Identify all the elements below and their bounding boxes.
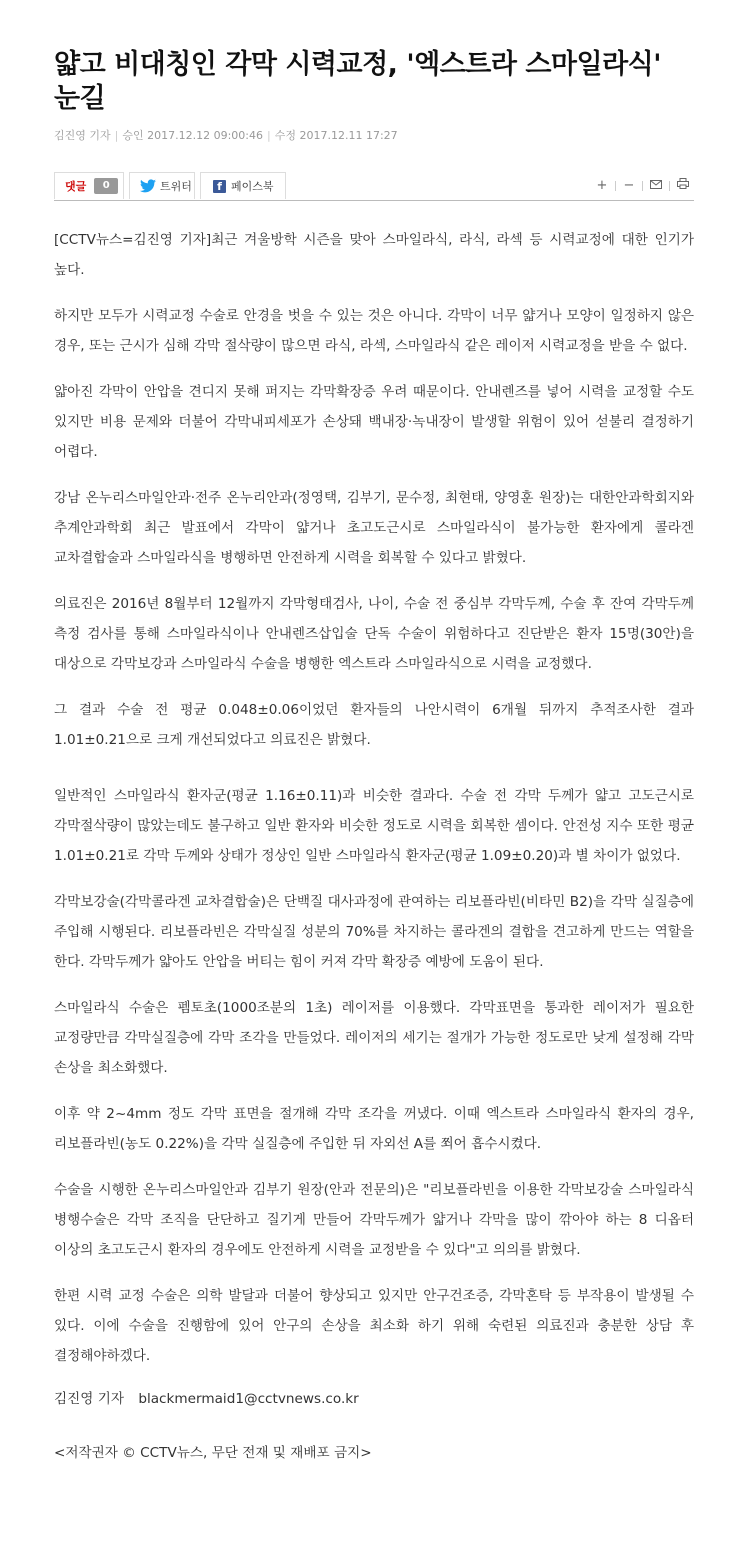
twitter-icon — [140, 179, 156, 193]
paragraph: 일반적인 스마일라식 환자군(평균 1.16±0.11)과 비슷한 결과다. 수술 전 각막 두께가 얇고 고도근시로 각막절삭량이 많았는데도 불구하고 일반 환자와 비슷한 정도로 시력을 회복한 셈이다. 안전성 지수 또한 평균 1.01±0.21로 각막 두께와 상태가 정상인 일반 스마일라식 환자군(평균 1.09±0.20)과 별 차이가 없었다. — [54, 788, 694, 864]
twitter-label: 트위터 — [160, 180, 192, 193]
twitter-share-button[interactable] — [129, 172, 195, 199]
facebook-label: 페이스북 — [231, 180, 274, 193]
paragraph: 강남 온누리스마일안과·전주 온누리안과(정영택, 김부기, 문수정, 최현태, 양영훈 원장)는 대한안과학회지와 추계안과학회 최근 발표에서 각막이 얇거나 초고도근시로 스마일라식이 불가능한 환자에게 콜라겐 교차결합술과 스마일라식을 병행하면 안전하게 시력을 회복할 수 있다고 밝혔다. — [54, 490, 694, 566]
author: 김진영 기자 — [54, 129, 111, 142]
paragraph: 이후 약 2~4mm 정도 각막 표면을 절개해 각막 조각을 꺼냈다. 이때 엑스트라 스마일라식 환자의 경우, 리보플라빈(농도 0.22%)을 각막 실질층에 주입한 뒤 자외선 A를 쬐어 흡수시켰다. — [54, 1106, 694, 1152]
byline-email[interactable]: blackmermaid1@cctvnews.co.kr — [138, 1391, 359, 1407]
zoom-out-button[interactable]: − — [623, 178, 635, 193]
paragraph: 각막보강술(각막콜라겐 교차결합술)은 단백질 대사과정에 관여하는 리보플라빈(비타민 B2)을 각막 실질층에 주입해 시행된다. 리보플라빈은 각막실질 성분의 70%를 차지하는 콜라겐의 결합을 견고하게 만드는 역할을 한다. 각막두께가 얇아도 안압을 버티는 힘이 커져 각막 확장증 예방에 도움이 된다. — [54, 894, 694, 970]
paragraph: 그 결과 수술 전 평균 0.048±0.06이었던 환자들의 나안시력이 6개월 뒤까지 추적조사한 결과 1.01±0.21으로 크게 개선되었다고 의료진은 밝혔다. — [54, 702, 694, 748]
byline — [54, 1387, 694, 1411]
paragraph: 수술을 시행한 온누리스마일안과 김부기 원장(안과 전문의)은 "리보플라빈을 이용한 각막보강술 스마일라식 병행수술은 각막 조직을 단단하고 질기게 만들어 각막두께가 얇거나 각막을 많이 깎아야 하는 8 디옵터 이상의 초고도근시 환자의 경우에도 안전하게 시력을 교정받을 수 있다"고 의의를 밝혔다. — [54, 1182, 694, 1258]
comment-button[interactable] — [54, 172, 124, 199]
paragraph: 얇아진 각막이 안압을 견디지 못해 퍼지는 각막확장증 우려 때문이다. 안내렌즈를 넣어 시력을 교정할 수도 있지만 비용 문제와 더불어 각막내피세포가 손상돼 백내장·녹내장이 발생할 위험이 있어 섣불리 결정하기 어렵다. — [54, 384, 694, 460]
headline: 얇고 비대칭인 각막 시력교정, '엑스트라 스마일라식' 눈길 — [54, 49, 662, 114]
facebook-share-button[interactable] — [200, 172, 286, 199]
comment-label: 댓글 — [65, 180, 87, 193]
print-button[interactable] — [672, 178, 694, 193]
approved-time: 승인 2017.12.12 09:00:46 — [122, 129, 263, 142]
paragraph: 하지만 모두가 시력교정 수술로 안경을 벗을 수 있는 것은 아니다. 각막이 너무 얇거나 모양이 일정하지 않은 경우, 또는 근시가 심해 각막 절삭량이 많으면 라식, 라섹, 스마일라식 같은 레이저 시력교정을 받을 수 없다. — [54, 308, 694, 354]
article-body — [54, 225, 694, 1371]
byline-name: 김진영 기자 — [54, 1391, 124, 1407]
article-meta: 김진영 기자 | 승인 2017.12.12 09:00:46 | 수정 2017.12.11 17:27 — [54, 129, 398, 142]
article-toolbar — [54, 172, 694, 201]
comment-count-badge: 0 — [94, 178, 118, 194]
paragraph: 한편 시력 교정 수술은 의학 발달과 더불어 향상되고 있지만 안구건조증, 각막혼탁 등 부작용이 발생될 수 있다. 이에 수술을 진행함에 있어 안구의 손상을 최소화 하기 위해 숙련된 의료진과 충분한 상담 후 결정해야하겠다. — [54, 1288, 694, 1364]
article-tools — [591, 178, 694, 193]
facebook-icon: f — [213, 180, 226, 193]
article — [54, 0, 694, 1465]
mail-icon — [650, 180, 662, 189]
paragraph: 스마일라식 수술은 펨토초(1000조분의 1초) 레이저를 이용했다. 각막표면을 통과한 레이저가 필요한 교정량만큼 각막실질층에 각막 조각을 만들었다. 레이저의 세기는 절개가 가능한 정도로만 낮게 설정해 각막 손상을 최소화했다. — [54, 1000, 694, 1076]
copyright-notice: <저작권자 © CCTV뉴스, 무단 전재 및 재배포 금지> — [54, 1445, 372, 1461]
zoom-in-button[interactable]: + — [596, 178, 608, 193]
modified-time: 수정 2017.12.11 17:27 — [274, 129, 398, 142]
paragraph: 의료진은 2016년 8월부터 12월까지 각막형태검사, 나이, 수술 전 중심부 각막두께, 수술 후 잔여 각막두께 측정 검사를 통해 스마일라식이나 안내렌즈삽입술 단독 수술이 위험하다고 진단받은 환자 15명(30안)을 대상으로 각막보강과 스마일라식 수술을 병행한 엑스트라 스마일라식으로 시력을 교정했다. — [54, 596, 694, 672]
mail-button[interactable] — [645, 178, 667, 193]
paragraph: [CCTV뉴스=김진영 기자]최근 겨울방학 시즌을 맞아 스마일라식, 라식, 라섹 등 시력교정에 대한 인기가 높다. — [54, 232, 694, 278]
print-icon — [677, 178, 689, 189]
